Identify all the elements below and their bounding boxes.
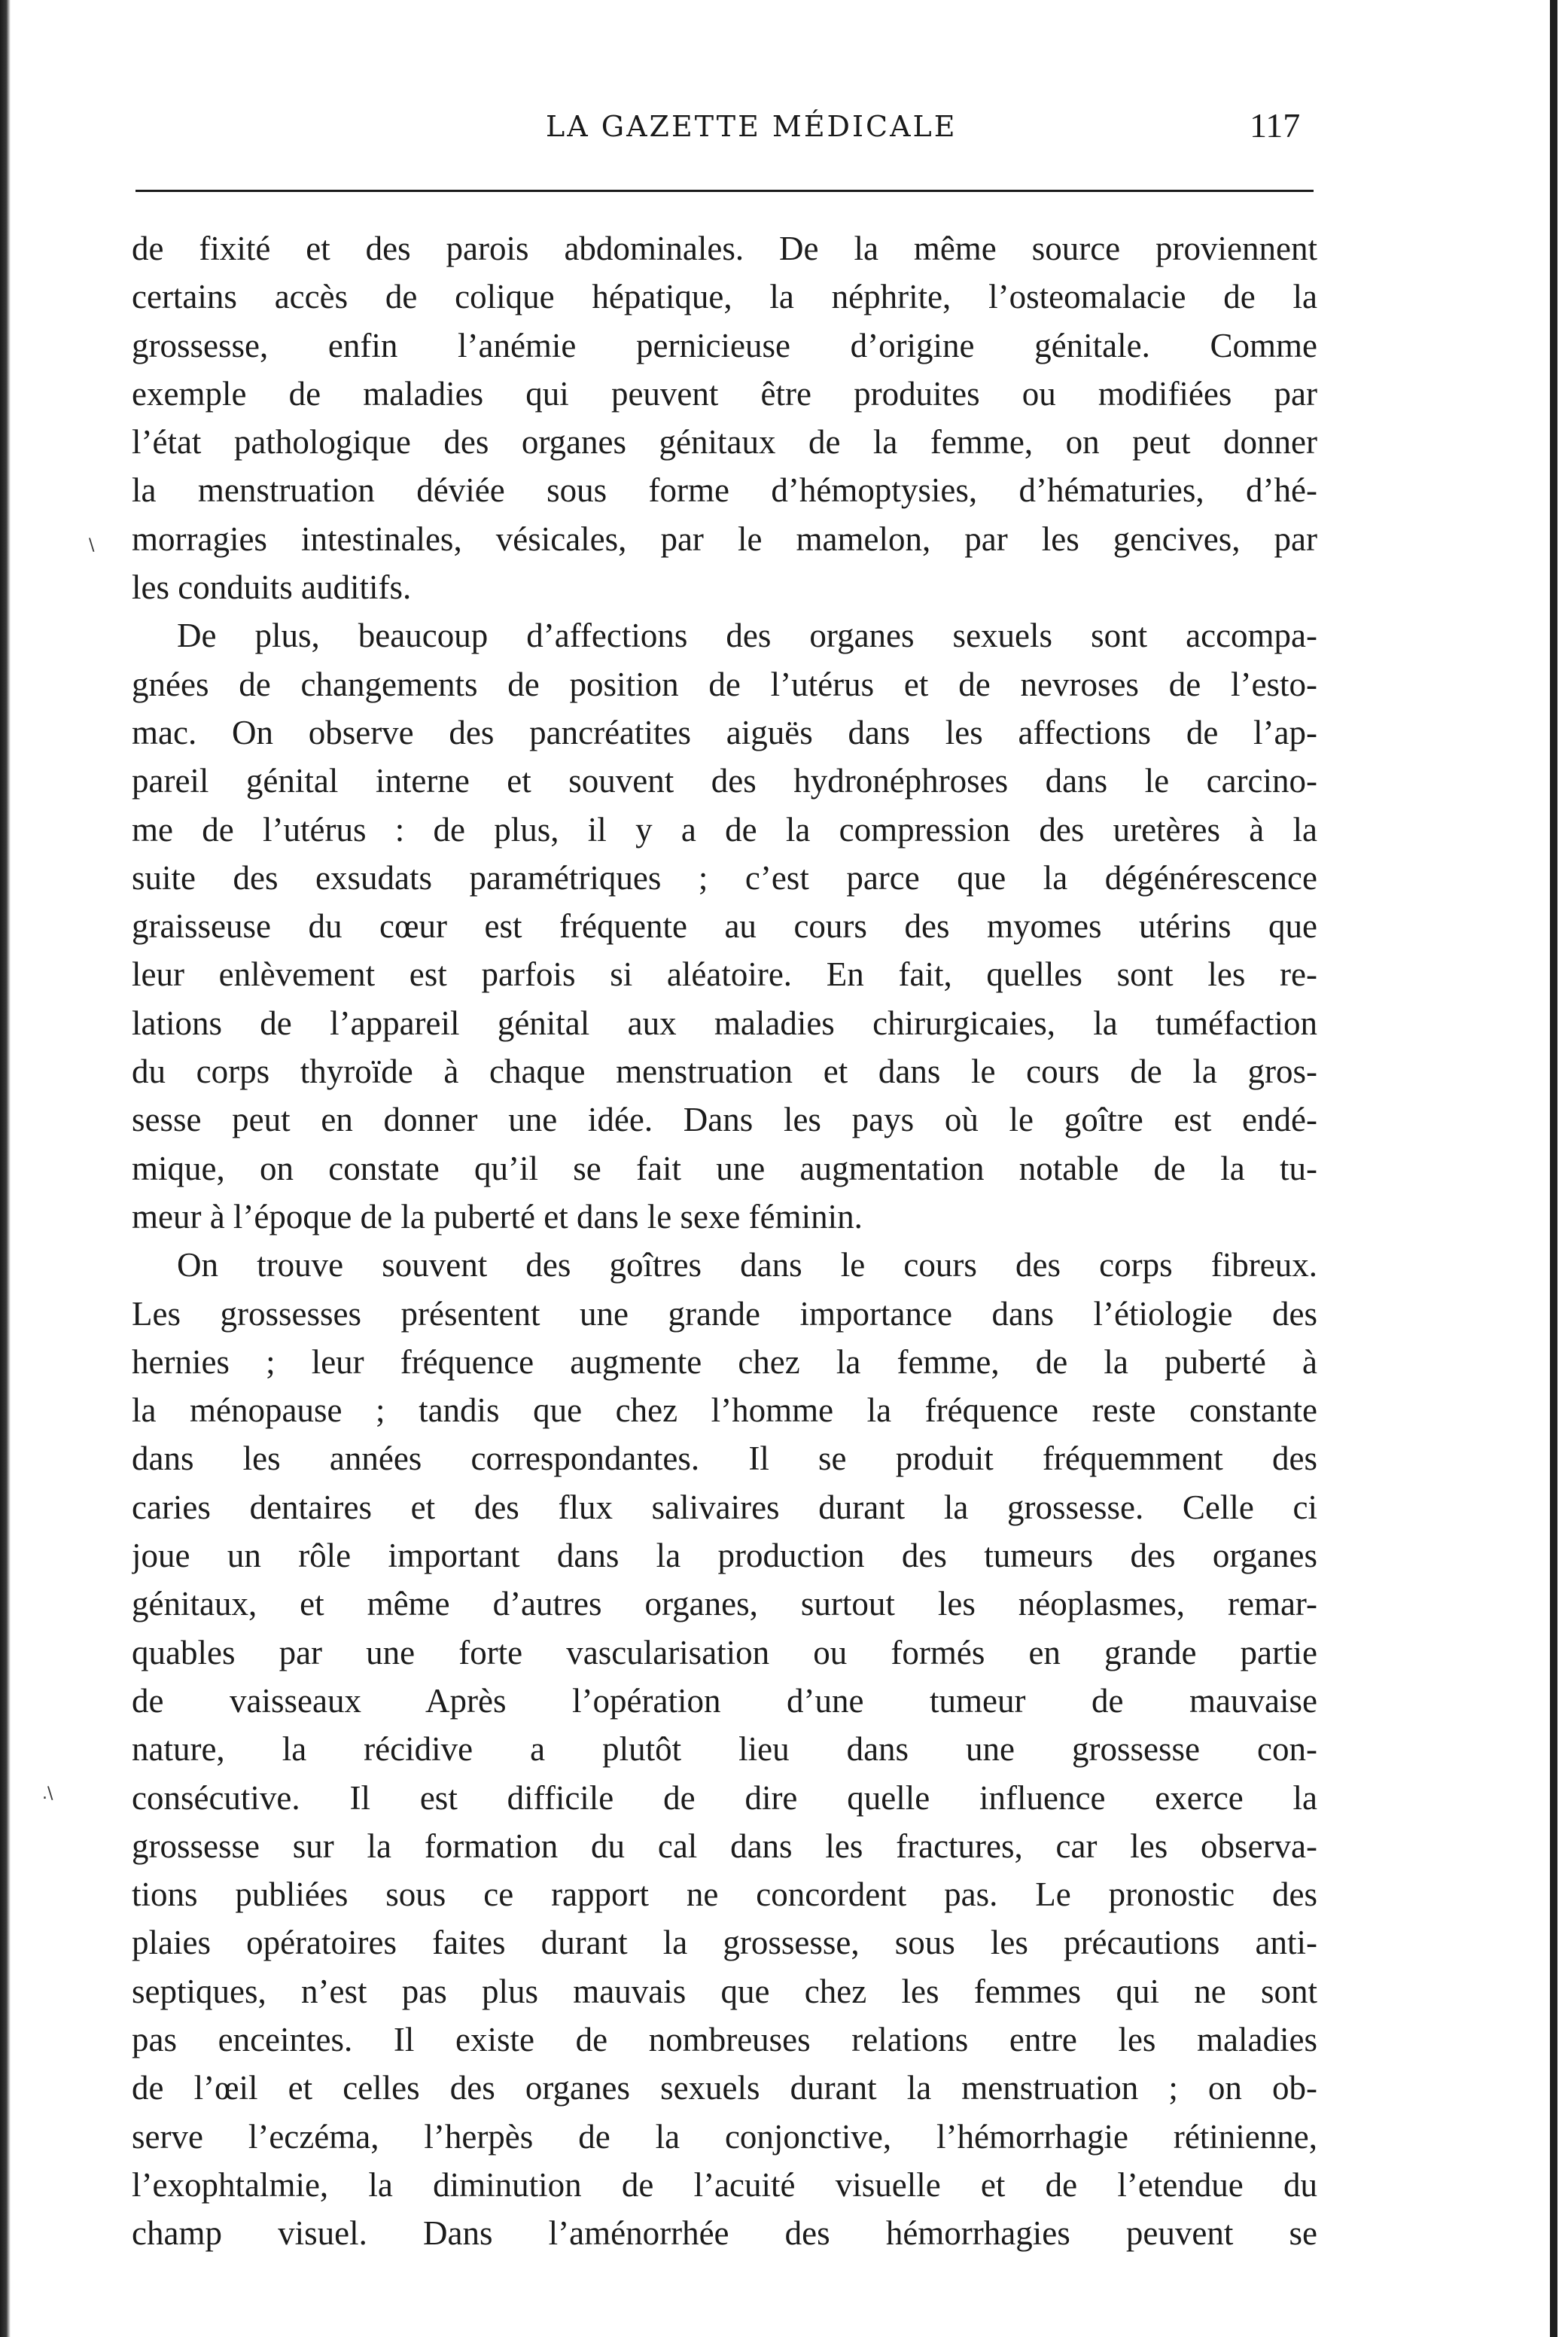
text-line: suite des exsudats paramétriques ; c’est parce que la dégénérescence bbox=[132, 858, 1317, 897]
text-line: pareil génital interne et souvent des hydronéphroses dans le carcino- bbox=[132, 762, 1317, 800]
text-line: me de l’utérus : de plus, il y a de la compression des uretères à la bbox=[132, 810, 1317, 849]
paragraph-start: On trouve souvent des goîtres dans le cours des corps fibreux. bbox=[177, 1246, 1317, 1284]
text-line: génitaux, et même d’autres organes, surtout les néoplasmes, remar- bbox=[132, 1585, 1317, 1623]
text-line: nature, la récidive a plutôt lieu dans une grossesse con- bbox=[132, 1730, 1317, 1769]
margin-mark: .\ bbox=[42, 1784, 53, 1803]
running-head bbox=[0, 106, 1568, 155]
text-line: graisseuse du cœur est fréquente au cours des myomes utérins que bbox=[132, 907, 1317, 946]
text-line: de vaisseaux Après l’opération d’une tumeur de mauvaise bbox=[132, 1681, 1317, 1720]
scan-right-edge bbox=[1550, 0, 1557, 2337]
text-line: plaies opératoires faites durant la grossesse, sous les précautions anti- bbox=[132, 1924, 1317, 1962]
text-line: lations de l’appareil génital aux maladies chirurgicaies, la tuméfaction bbox=[132, 1004, 1317, 1042]
text-line: quables par une forte vascularisation ou formés en grande partie bbox=[132, 1633, 1317, 1671]
text-line: gnées de changements de position de l’utérus et de nevroses de l’esto- bbox=[132, 665, 1317, 703]
text-line: mac. On observe des pancréatites aiguës dans les affections de l’ap- bbox=[132, 713, 1317, 751]
text-line: serve l’eczéma, l’herpès de la conjonctive, l’hémorrhagie rétinienne, bbox=[132, 2117, 1317, 2156]
text-line: exemple de maladies qui peuvent être produites ou modifiées par bbox=[132, 374, 1317, 413]
header-rule bbox=[135, 190, 1314, 192]
text-line: tions publiées sous ce rapport ne concordent pas. Le pronostic des bbox=[132, 1875, 1317, 1914]
text-line: caries dentaires et des flux salivaires durant la grossesse. Celle ci bbox=[132, 1488, 1317, 1526]
text-line: pas enceintes. Il existe de nombreuses relations entre les maladies bbox=[132, 2020, 1317, 2058]
text-line: les conduits auditifs. bbox=[132, 568, 412, 607]
text-line: consécutive. Il est difficile de dire quelle influence exerce la bbox=[132, 1778, 1317, 1817]
text-line: grossesse sur la formation du cal dans les fractures, car les observa- bbox=[132, 1827, 1317, 1865]
text-line: grossesse, enfin l’anémie pernicieuse d’origine génitale. Comme bbox=[132, 326, 1317, 364]
text-line: mique, on constate qu’il se fait une augmentation notable de la tu- bbox=[132, 1149, 1317, 1187]
scan-left-edge bbox=[0, 0, 11, 2337]
text-line: certains accès de colique hépatique, la néphrite, l’osteomalacie de la bbox=[132, 278, 1317, 316]
text-line: l’état pathologique des organes génitaux de la femme, on peut donner bbox=[132, 423, 1317, 462]
text-line: l’exophtalmie, la diminution de l’acuité visuelle et de l’etendue du bbox=[132, 2165, 1317, 2204]
text-line: morragies intestinales, vésicales, par le mamelon, par les gencives, par bbox=[132, 520, 1317, 558]
running-title: LA GAZETTE MÉDICALE bbox=[546, 110, 958, 143]
text-line: dans les années correspondantes. Il se produit fréquemment des bbox=[132, 1440, 1317, 1478]
text-line: la ménopause ; tandis que chez l’homme la fréquence reste constante bbox=[132, 1391, 1317, 1430]
body-text bbox=[132, 224, 1317, 2257]
text-line: septiques, n’est pas plus mauvais que chez les femmes qui ne sont bbox=[132, 1972, 1317, 2010]
page-number: 117 bbox=[1250, 106, 1301, 145]
text-line: du corps thyroïde à chaque menstruation et dans le cours de la gros- bbox=[132, 1053, 1317, 1091]
text-line: Les grossesses présentent une grande importance dans l’étiologie des bbox=[132, 1294, 1317, 1333]
text-line: meur à l’époque de la puberté et dans le sexe féminin. bbox=[132, 1197, 863, 1236]
text-line: hernies ; leur fréquence augmente chez la femme, de la puberté à bbox=[132, 1342, 1317, 1381]
paragraph-start: De plus, beaucoup d’affections des organes sexuels sont accompa- bbox=[177, 617, 1317, 655]
text-line: de l’œil et celles des organes sexuels durant la menstruation ; on ob- bbox=[132, 2069, 1317, 2107]
margin-mark: \ bbox=[89, 536, 95, 555]
text-line: sesse peut en donner une idée. Dans les pays où le goître est endé- bbox=[132, 1101, 1317, 1139]
text-line: de fixité et des parois abdominales. De la même source proviennent bbox=[132, 230, 1317, 267]
text-line: champ visuel. Dans l’aménorrhée des hémorrhagies peuvent se bbox=[132, 2214, 1317, 2253]
text-line: joue un rôle important dans la production des tumeurs des organes bbox=[132, 1537, 1317, 1575]
text-line: leur enlèvement est parfois si aléatoire. En fait, quelles sont les re- bbox=[132, 955, 1317, 994]
text-line: la menstruation déviée sous forme d’hémoptysies, d’hématuries, d’hé- bbox=[132, 471, 1317, 510]
